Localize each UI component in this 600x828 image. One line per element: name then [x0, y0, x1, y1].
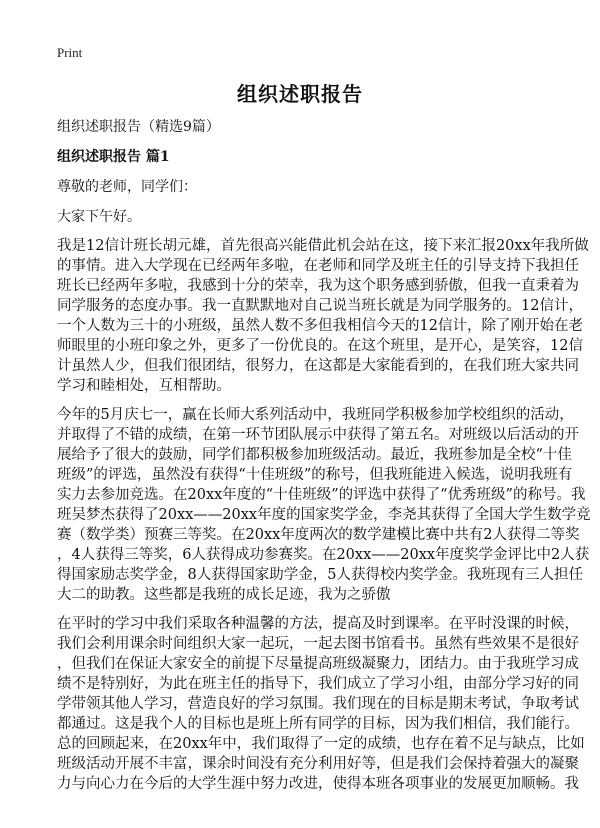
paragraph-3 — [57, 614, 585, 794]
paragraph-line: ，但我们在保证大家安全的前提下尽量提高班级凝聚力，团结力。由于我班学习成 — [57, 656, 579, 672]
document-subtitle: 组织述职报告（精选9篇） — [57, 119, 220, 135]
salutation: 大家下午好。 — [57, 209, 141, 225]
paragraph-line: 班吴梦杰获得了20xx——20xx年度的国家奖学金，李尧其获得了全国大学生数学竞 — [57, 507, 591, 523]
paragraph-line: 并取得了不错的成绩，在第一环节团队展示中获得了第五名。对班级以后活动的开 — [57, 427, 579, 443]
paragraph-line: 赛（数学类）预赛三等奖。在20xx年度两次的数学建模比赛中共有2人获得二等奖 — [57, 527, 580, 543]
paragraph-line: 学习和睦相处，互相帮助。 — [57, 378, 231, 394]
paragraph-line: 班级”的评选，虽然没有获得“十佳班级”的称号，但我班能进入候选，说明我班有 — [57, 467, 573, 483]
paragraph-line: 得国家励志奖学金，8人获得国家助学金，5人获得校内奖学金。我班现有三人担任 — [57, 567, 583, 583]
paragraph-line: 总的回顾起来，在20xx年中，我们取得了一定的成绩，也存在着不足与缺点，比如 — [57, 736, 585, 752]
paragraph-line: 学带领其他人学习，营造良好的学习氛围。我们现在的目标是期末考试，争取考试 — [57, 696, 579, 712]
paragraph-line: 大二的助教。这些都是我班的成长足迹，我为之骄傲 — [57, 587, 391, 603]
paragraph-line: 今年的5月庆七一，赢在长师大系列活动中，我班同学积极参加学校组织的活动， — [57, 407, 574, 423]
paragraph-line: 的事情。进入大学现在已经两年多啦，在老师和同学及班主任的引导支持下我担任 — [57, 258, 579, 274]
paragraph-line: 我们会利用课余时间组织大家一起玩，一起去图书馆看书。虽然有些效果不是很好 — [57, 636, 579, 652]
paragraph-2 — [57, 405, 591, 605]
greeting: 尊敬的老师，同学们： — [57, 179, 197, 195]
section-heading: 组织述职报告 篇1 — [57, 149, 170, 165]
paragraph-line: 同学服务的态度办事。我一直默默地对自己说当班长就是为同学服务的。12信计， — [57, 298, 583, 314]
paragraph-line: ，4人获得三等奖，6人获得成功参赛奖。在20xx——20xx年度奖学金评比中2人获 — [57, 547, 590, 563]
document-title: 组织述职报告 — [237, 82, 363, 106]
print-link[interactable]: Print — [57, 45, 83, 60]
paragraph-line: 一个人数为三十的小班级，虽然人数不多但我相信今天的12信计，除了刚开始在老 — [57, 318, 583, 334]
paragraph-line: 展给予了很大的鼓励，同学们都积极参加班级活动。最近，我班参加是全校“十佳 — [57, 447, 572, 463]
paragraph-line: 绩不是特别好，为此在班主任的指导下，我们成立了学习小组，由部分学习好的同 — [57, 676, 579, 692]
paragraph-line: 在平时的学习中我们采取各种温馨的方法，提高及时到课率。在平时没课的时候， — [57, 616, 579, 632]
paragraph-line: 计虽然人少，但我们很团结，很努力，在这都是大家能看到的，在我们班大家共同 — [57, 358, 579, 374]
paragraph-line: 班长已经两年多啦，我感到十分的荣幸，我为这个职务感到骄傲，但我一直秉着为 — [57, 278, 579, 294]
paragraph-line: 我是12信计班长胡元雄，首先很高兴能借此机会站在这，接下来汇报20xx年我所做 — [57, 238, 589, 254]
paragraph-1 — [57, 236, 589, 396]
paragraph-line: 师眼里的小班印象之外，更多了一份优良的。在这个班里，是开心，是笑容，12信 — [57, 338, 583, 354]
paragraph-line: 实力去参加竞选。在20xx年度的“十佳班级”的评选中获得了“优秀班级”的称号。我 — [57, 487, 586, 503]
paragraph-line: 都通过。这是我个人的目标也是班上所有同学的目标，因为我们相信，我们能行。 — [57, 716, 579, 732]
paragraph-line: 力与向心力在今后的大学生涯中努力改进，使得本班各项事业的发展更加顺畅。我 — [57, 776, 579, 792]
paragraph-line: 班级活动开展不丰富，课余时间没有充分利用好等，但是我们会保持着强大的凝聚 — [57, 756, 579, 772]
